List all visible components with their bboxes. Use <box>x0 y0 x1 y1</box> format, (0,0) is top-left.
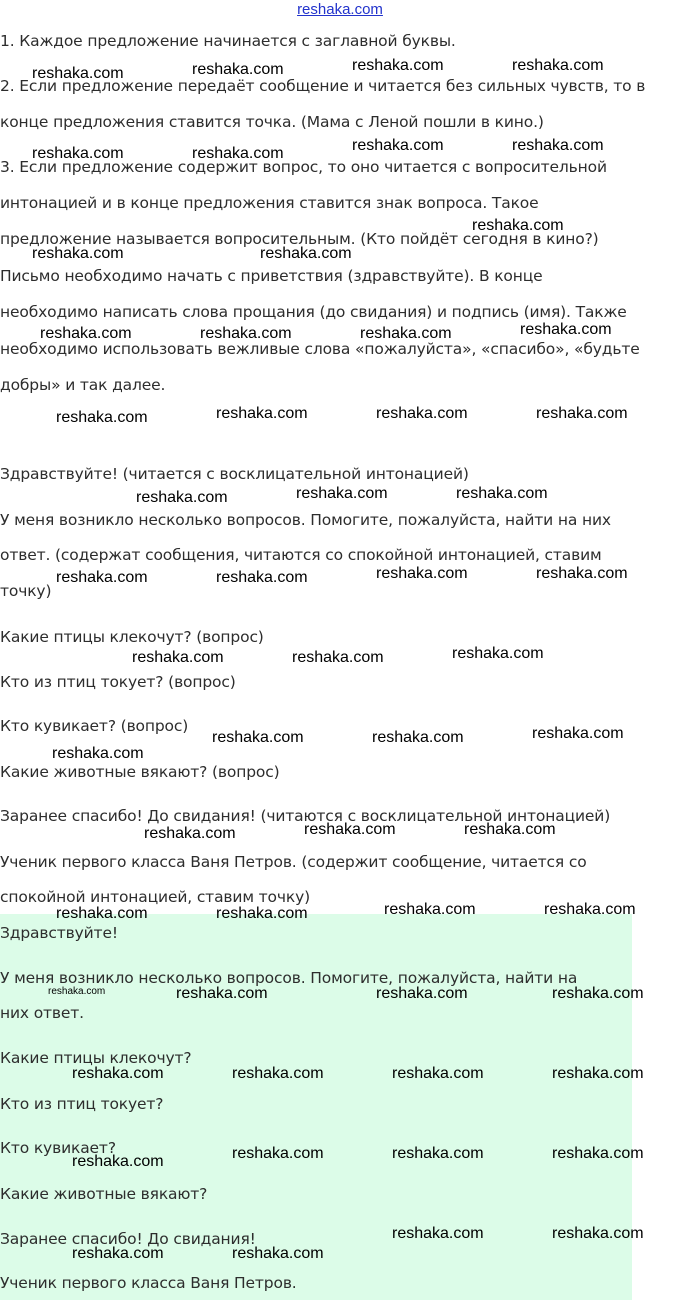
answer-line: Заранее спасибо! До свидания! (читаются с восклицательной интонацией) <box>0 807 611 825</box>
answer-line: Кто кувикает? (вопрос) <box>0 717 189 735</box>
watermark: reshaka.com <box>456 485 548 502</box>
watermark: reshaka.com <box>212 729 304 746</box>
letter-line: Какие животные вякают? <box>0 1185 208 1203</box>
watermark: reshaka.com <box>376 565 468 582</box>
site-link[interactable]: reshaka.com <box>297 1 383 18</box>
watermark: reshaka.com <box>260 245 352 262</box>
watermark: reshaka.com <box>532 725 624 742</box>
watermark: reshaka.com <box>72 1153 164 1170</box>
watermark: reshaka.com <box>452 645 544 662</box>
watermark: reshaka.com <box>464 821 556 838</box>
watermark: reshaka.com <box>132 649 224 666</box>
answer-line: ответ. (содержат сообщения, читаются со спокойной интонацией, ставим <box>0 546 602 564</box>
watermark: reshaka.com <box>32 145 124 162</box>
watermark: reshaka.com <box>176 985 268 1002</box>
answer-line: спокойной интонацией, ставим точку) <box>0 888 310 906</box>
watermark: reshaka.com <box>40 325 132 342</box>
watermark: reshaka.com <box>520 321 612 338</box>
watermark: reshaka.com <box>200 325 292 342</box>
answer-line: 2. Если предложение передаёт сообщение и читается без сильных чувств, то в <box>0 77 646 95</box>
answer-line: предложение называется вопросительным. (Кто пойдёт сегодня в кино?) <box>0 230 599 248</box>
answer-line: Письмо необходимо начать с приветствия (здравствуйте). В конце <box>0 267 543 285</box>
watermark: reshaka.com <box>304 821 396 838</box>
watermark: reshaka.com <box>512 137 604 154</box>
answer-line: Какие птицы клекочут? (вопрос) <box>0 628 264 646</box>
watermark: reshaka.com <box>472 217 564 234</box>
watermark: reshaka.com <box>352 57 444 74</box>
watermark: reshaka.com <box>32 65 124 82</box>
watermark: reshaka.com <box>296 485 388 502</box>
watermark: reshaka.com <box>232 1245 324 1262</box>
watermark: reshaka.com <box>384 901 476 918</box>
watermark: reshaka.com <box>376 985 468 1002</box>
watermark: reshaka.com <box>192 61 284 78</box>
letter-line: Заранее спасибо! До свидания! <box>0 1230 256 1248</box>
watermark: reshaka.com <box>544 901 636 918</box>
watermark: reshaka.com <box>136 489 228 506</box>
watermark: reshaka.com <box>352 137 444 154</box>
watermark: reshaka.com <box>216 405 308 422</box>
answer-line: необходимо использовать вежливые слова «пожалуйста», «спасибо», «будьте <box>0 340 640 358</box>
watermark: reshaka.com <box>72 1245 164 1262</box>
watermark: reshaka.com <box>292 649 384 666</box>
watermark: reshaka.com <box>232 1145 324 1162</box>
watermark: reshaka.com <box>392 1225 484 1242</box>
watermark: reshaka.com <box>552 1065 644 1082</box>
letter-line: них ответ. <box>0 1004 84 1022</box>
answer-line: 1. Каждое предложение начинается с заглавной буквы. <box>0 32 456 50</box>
watermark: reshaka.com <box>552 1225 644 1242</box>
answer-line: конце предложения ставится точка. (Мама с Леной пошли в кино.) <box>0 113 544 131</box>
watermark: reshaka.com <box>392 1145 484 1162</box>
answer-line: добры» и так далее. <box>0 376 166 394</box>
watermark: reshaka.com <box>216 905 308 922</box>
watermark: reshaka.com <box>56 569 148 586</box>
letter-line: Ученик первого класса Ваня Петров. <box>0 1274 297 1292</box>
watermark: reshaka.com <box>552 985 644 1002</box>
watermark: reshaka.com <box>56 905 148 922</box>
watermark: reshaka.com <box>192 145 284 162</box>
answer-line: точку) <box>0 582 52 600</box>
watermark: reshaka.com <box>56 409 148 426</box>
answer-line: 3. Если предложение содержит вопрос, то оно читается с вопросительной <box>0 158 607 176</box>
answer-line: Ученик первого класса Ваня Петров. (содержит сообщение, читается со <box>0 853 587 871</box>
watermark: reshaka.com <box>392 1065 484 1082</box>
watermark: reshaka.com <box>48 986 106 997</box>
answer-line: Здравствуйте! (читается с восклицательной интонацией) <box>0 465 469 483</box>
answer-line: Какие животные вякают? (вопрос) <box>0 763 280 781</box>
watermark: reshaka.com <box>552 1145 644 1162</box>
watermark: reshaka.com <box>216 569 308 586</box>
letter-line: Какие птицы клекочут? <box>0 1049 192 1067</box>
answer-line: необходимо написать слова прощания (до свидания) и подпись (имя). Также <box>0 303 627 321</box>
watermark: reshaka.com <box>52 745 144 762</box>
answer-line: интонацией и в конце предложения ставится знак вопроса. Такое <box>0 194 539 212</box>
watermark: reshaka.com <box>144 825 236 842</box>
watermark: reshaka.com <box>376 405 468 422</box>
letter-line: У меня возникло несколько вопросов. Помогите, пожалуйста, найти на <box>0 969 578 987</box>
letter-line: Здравствуйте! <box>0 924 118 942</box>
watermark: reshaka.com <box>536 565 628 582</box>
answer-line: Кто из птиц токует? (вопрос) <box>0 673 236 691</box>
watermark: reshaka.com <box>72 1065 164 1082</box>
watermark: reshaka.com <box>32 245 124 262</box>
watermark: reshaka.com <box>536 405 628 422</box>
letter-line: Кто из птиц токует? <box>0 1095 164 1113</box>
answer-line: У меня возникло несколько вопросов. Помогите, пожалуйста, найти на них <box>0 511 611 529</box>
watermark: reshaka.com <box>512 57 604 74</box>
watermark: reshaka.com <box>232 1065 324 1082</box>
watermark: reshaka.com <box>372 729 464 746</box>
letter-line: Кто кувикает? <box>0 1139 116 1157</box>
watermark: reshaka.com <box>360 325 452 342</box>
